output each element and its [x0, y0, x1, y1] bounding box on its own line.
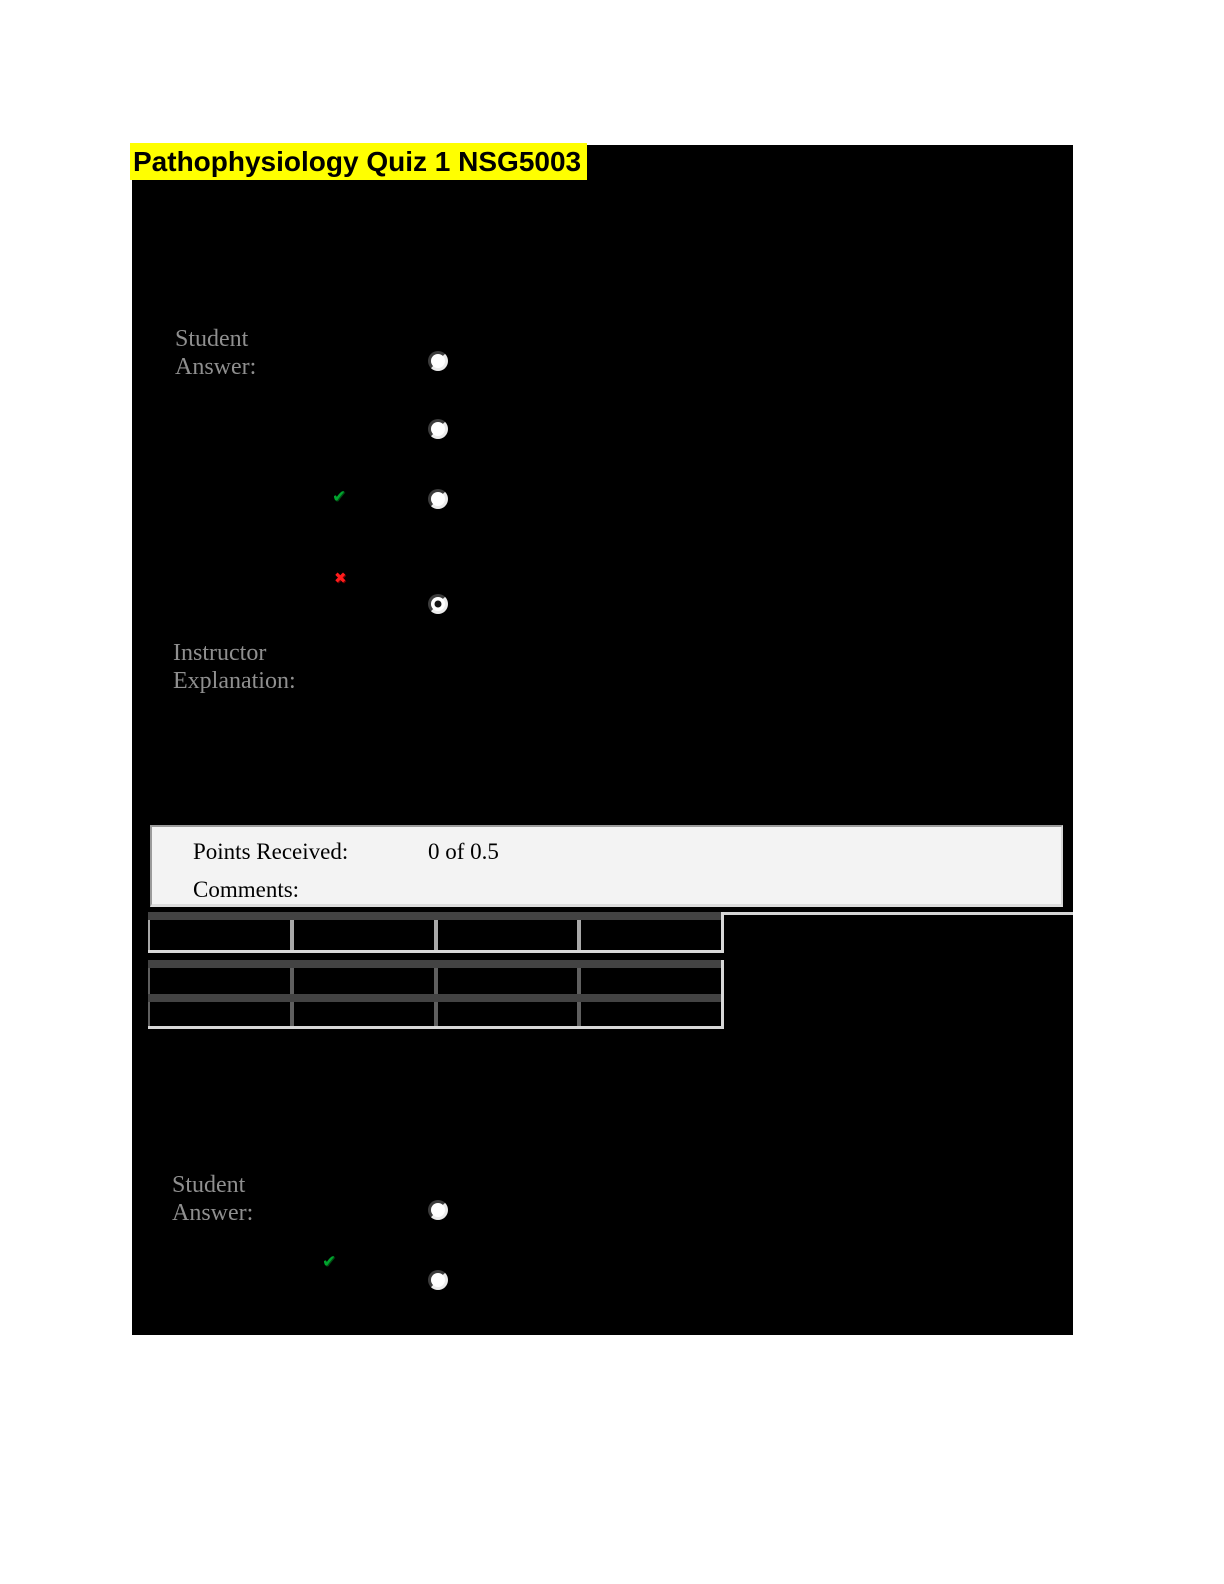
q2-radio-option-2[interactable]: [428, 1270, 448, 1290]
q1-radio-option-2[interactable]: [428, 419, 448, 439]
points-received-label: Points Received:: [193, 839, 349, 864]
table-cell: [294, 968, 434, 994]
results-table: [148, 912, 724, 1029]
table-cell: [294, 1002, 434, 1026]
student-answer-label: Student Answer:: [175, 326, 257, 380]
student-answer-label: Student Answer:: [172, 1172, 254, 1226]
q1-radio-option-4[interactable]: [428, 594, 448, 614]
table-row: [148, 920, 721, 950]
table-cell: [438, 1002, 578, 1026]
table-band: [148, 912, 721, 920]
q1-radio-option-3[interactable]: [428, 489, 448, 509]
table-cell: [438, 968, 578, 994]
table-cell: [581, 1002, 721, 1026]
q2-radio-option-1[interactable]: [428, 1200, 448, 1220]
quiz-document-content: [132, 145, 1073, 1335]
table-cell: [150, 1002, 290, 1026]
points-received-value: 0 of 0.5: [428, 839, 499, 864]
table-cell: [581, 968, 721, 994]
quiz-title: Pathophysiology Quiz 1 NSG5003: [130, 143, 587, 180]
results-table-header-section: [148, 912, 724, 953]
comments-label: Comments:: [193, 877, 300, 902]
table-top-extension-line: [724, 912, 1073, 915]
table-gap: [148, 953, 724, 960]
correct-answer-check-icon: ✔: [332, 487, 347, 507]
table-cell: [150, 968, 290, 994]
results-table-body-section: [148, 960, 724, 1029]
table-row: [148, 968, 721, 994]
incorrect-answer-x-icon: ✖: [334, 569, 347, 587]
instructor-explanation-label: Instructor Explanation:: [173, 640, 296, 694]
table-cell: [438, 920, 578, 950]
table-border: [148, 1026, 721, 1029]
q1-radio-option-1[interactable]: [428, 351, 448, 371]
table-band: [148, 994, 721, 1002]
correct-answer-check-icon: ✔: [322, 1252, 337, 1272]
table-cell: [581, 920, 721, 950]
table-band: [148, 960, 721, 968]
table-cell: [294, 920, 434, 950]
points-received-box: [150, 825, 1063, 907]
table-cell: [150, 920, 290, 950]
table-row: [148, 1002, 721, 1026]
